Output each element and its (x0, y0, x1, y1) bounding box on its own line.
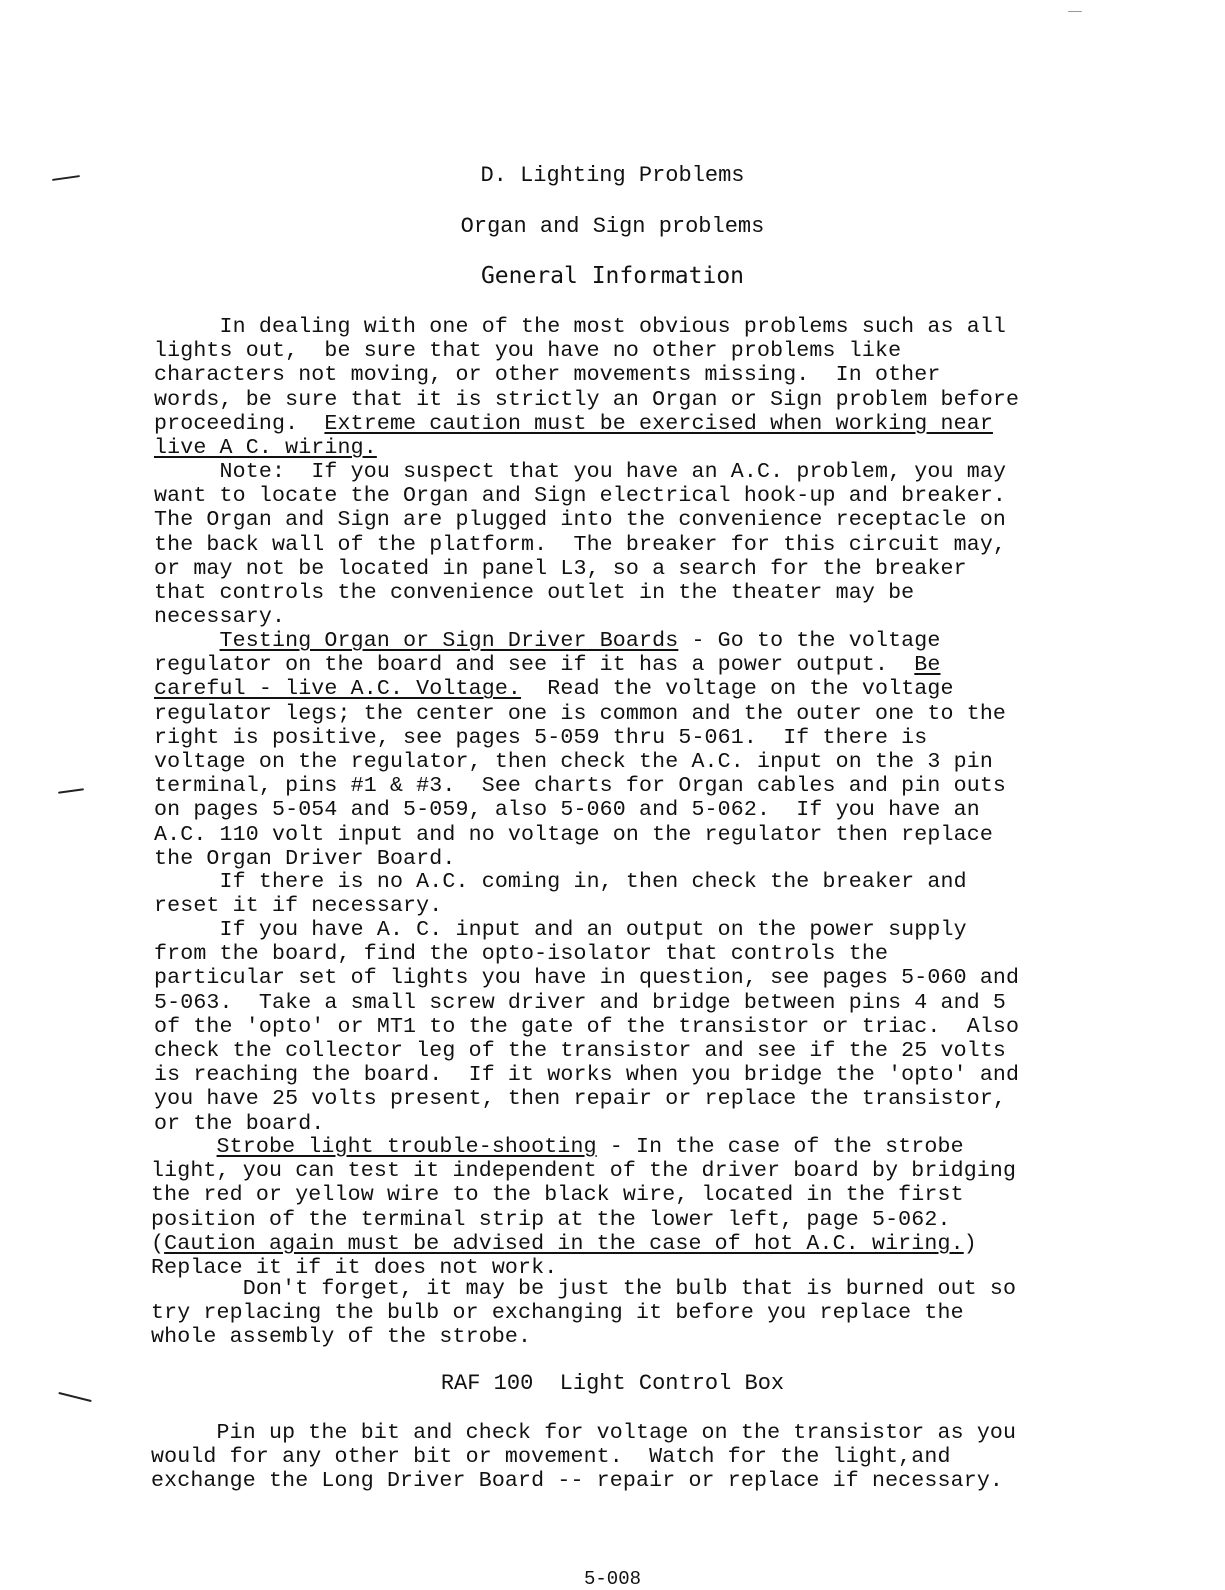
general-paragraph (154, 315, 1154, 460)
text-line: characters not moving, or other movements missing. In other (154, 363, 941, 388)
text-line: (Caution again must be advised in the case of hot A.C. wiring.) (151, 1231, 977, 1256)
text-line: you have 25 volts present, then repair or replace the transistor, (154, 1087, 1007, 1112)
text-line: proceeding. Extreme caution must be exercised when working near (154, 411, 993, 436)
text-line: 5-063. Take a small screw driver and bridge between pins 4 and 5 (154, 990, 1007, 1015)
text-line (154, 436, 1154, 460)
binder-mark-middle (58, 788, 84, 794)
text-line: regulator on the board and see if it has a power output. Be (154, 653, 941, 678)
general-information-heading: General Information (480, 263, 745, 289)
text-line: reset it if necessary. (154, 894, 443, 919)
text-line: Strobe light trouble-shooting - In the case of the strobe (216, 1135, 964, 1159)
text-line: want to locate the Organ and Sign electrical hook-up and breaker. (154, 484, 1007, 509)
opto-isolator-paragraph (154, 918, 1154, 1136)
testing-driver-boards-paragraph (154, 629, 1154, 871)
text-line: Testing Organ or Sign Driver Boards - Go to the voltage (219, 629, 941, 653)
text-line: check the collector leg of the transistor and see if the 25 volts (154, 1039, 1007, 1064)
text-line: on pages 5-054 and 5-059, also 5-060 and 5-062. If you have an (154, 798, 980, 823)
text-line: A.C. 110 volt input and no voltage on the regulator then replace (154, 822, 993, 847)
text-line: Replace it if it does not work. (151, 1256, 558, 1281)
scan-speck (1068, 11, 1082, 12)
reset-breaker-paragraph (154, 870, 1154, 918)
text-line: the Organ Driver Board. (154, 846, 456, 871)
text-line: that controls the convenience outlet in the theater may be (154, 581, 915, 606)
text-line: Don't forget, it may be just the bulb that is burned out so (151, 1277, 1017, 1301)
text-line: the red or yellow wire to the black wire, located in the first (151, 1183, 964, 1208)
extreme-caution-warning-continued: live A C. wiring. (154, 436, 377, 461)
text-line: If there is no A.C. coming in, then check the breaker and (154, 870, 967, 894)
bulb-paragraph (151, 1277, 1151, 1350)
live-voltage-warning: Be (914, 653, 941, 678)
text-line: right is positive, see pages 5-059 thru 5-061. If there is (154, 725, 928, 750)
text-line: whole assembly of the strobe. (151, 1325, 532, 1350)
live-voltage-warning-continued: careful - live A.C. Voltage. (154, 677, 522, 702)
subtitle: Organ and Sign problems (460, 214, 765, 239)
text-line: particular set of lights you have in question, see pages 5-060 and (154, 966, 1020, 991)
strobe-trouble-shooting-title: Strobe light trouble-shooting (216, 1135, 597, 1159)
testing-driver-boards-title: Testing Organ or Sign Driver Boards (219, 629, 679, 653)
text-line: from the board, find the opto-isolator that controls the (154, 942, 889, 967)
text-line: the back wall of the platform. The breaker for this circuit may, (154, 532, 1007, 557)
text-line: terminal, pins #1 & #3. See charts for Organ cables and pin outs (154, 774, 1007, 799)
page-number: 5-008 (583, 1568, 641, 1590)
raf-100-paragraph (151, 1421, 1151, 1494)
text-line: would for any other bit or movement. Watch for the light,and (151, 1445, 951, 1470)
text-line: In dealing with one of the most obvious problems such as all (154, 315, 1007, 339)
text-line: try replacing the bulb or exchanging it before you replace the (151, 1301, 964, 1326)
extreme-caution-warning: Extreme caution must be exercised when working near (324, 411, 993, 436)
text-line: Note: If you suspect that you have an A.C. problem, you may (154, 460, 1007, 484)
text-line: If you have A. C. input and an output on the power supply (154, 918, 967, 942)
text-line: words, be sure that it is strictly an Organ or Sign problem before (154, 387, 1020, 412)
strobe-paragraph (151, 1135, 1151, 1280)
text-line: necessary. (154, 605, 286, 630)
text-line: or may not be located in panel L3, so a search for the breaker (154, 556, 967, 581)
text-line: light, you can test it independent of the driver board by bridging (151, 1159, 1017, 1184)
text-line: of the 'opto' or MT1 to the gate of the transistor or triac. Also (154, 1014, 1020, 1039)
text-line: is reaching the board. If it works when you bridge the 'opto' and (154, 1063, 1020, 1088)
text-line: voltage on the regulator, then check the A.C. input on the 3 pin (154, 750, 993, 775)
text-line: The Organ and Sign are plugged into the convenience receptacle on (154, 508, 1007, 533)
text-line: lights out, be sure that you have no other problems like (154, 339, 902, 364)
text-line: position of the terminal strip at the lower left, page 5-062. (151, 1207, 951, 1232)
text-line: Pin up the bit and check for voltage on the transistor as you (151, 1421, 1017, 1445)
hot-wiring-caution: Caution again must be advised in the case of hot A.C. wiring. (164, 1231, 964, 1256)
raf-100-heading: RAF 100 Light Control Box (440, 1371, 785, 1396)
section-title: D. Lighting Problems (480, 163, 745, 188)
text-line: careful - live A.C. Voltage. Read the voltage on the voltage (154, 677, 954, 702)
text-line: or the board. (154, 1111, 325, 1136)
text-line: regulator legs; the center one is common and the outer one to the (154, 701, 1007, 726)
note-paragraph (154, 460, 1154, 629)
text-line: exchange the Long Driver Board -- repair or replace if necessary. (151, 1469, 1004, 1494)
